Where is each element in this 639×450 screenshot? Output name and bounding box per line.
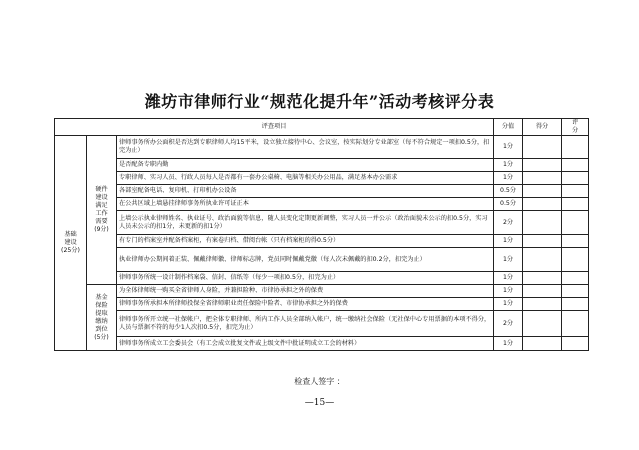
table-row: [55, 337, 589, 351]
row-score: 1分: [494, 159, 523, 172]
eval-cell: [562, 136, 589, 159]
group-name: 硬件 建设 满足 工作 需要: [95, 186, 108, 225]
got-cell: [523, 211, 562, 235]
eval-cell: [562, 172, 589, 185]
got-cell: [523, 285, 562, 298]
header-item: 评查项目: [55, 119, 494, 136]
eval-cell: [562, 311, 589, 337]
table-row: [55, 235, 589, 248]
row-score: 1分: [494, 172, 523, 185]
row-score: 1分: [494, 272, 523, 285]
row-text: 有专门的档案室并配备档案柜，有案卷归档、借阅台帐（只有档案柜的得0.5分）: [117, 235, 494, 248]
eval-cell: [562, 337, 589, 351]
got-cell: [523, 172, 562, 185]
row-score: 0.5分: [494, 185, 523, 198]
eval-cell: [562, 235, 589, 248]
got-cell: [523, 136, 562, 159]
got-cell: [523, 198, 562, 211]
table-header-row: [55, 119, 589, 136]
group-points: (5分): [94, 333, 109, 341]
row-text: 各部室配备电话、复印机、打印机办公设备: [117, 185, 494, 198]
got-cell: [523, 185, 562, 198]
got-cell: [523, 248, 562, 272]
table-row: [55, 159, 589, 172]
table-row: [55, 298, 589, 311]
header-eval: 评 分: [562, 119, 589, 136]
row-text: 在公共区域上墙悬挂律师事务所执业许可证正本: [117, 198, 494, 211]
row-text: 律师事务所统一设计制作档案袋、信封、信纸等（每少一项扣0.5分，扣完为止）: [117, 272, 494, 285]
table-row: [55, 198, 589, 211]
row-text: 律师事务所承担本所律师投保全省律师职业责任保险中险者、市律协承担之外的保费: [117, 298, 494, 311]
table-row: [55, 311, 589, 337]
group-cell-insurance: [87, 285, 117, 351]
row-score: 0.5分: [494, 198, 523, 211]
table-row: [55, 211, 589, 235]
table-row: [55, 136, 589, 159]
eval-cell: [562, 248, 589, 272]
eval-cell: [562, 285, 589, 298]
score-table: [54, 118, 589, 351]
table-row: [55, 185, 589, 198]
category-cell: [55, 136, 87, 351]
row-score: 1分: [494, 298, 523, 311]
row-text: 是否配备专职内勤: [117, 159, 494, 172]
category-points: (25分): [61, 247, 80, 254]
row-score: 1分: [494, 337, 523, 351]
row-text: 律师事务所办公面积是否达到专职律师人均15平米，设立独立接待中心、会议室，按实际划分专业部室（每不符合规定一项扣0.5分，扣完为止）: [117, 136, 494, 159]
eval-cell: [562, 211, 589, 235]
got-cell: [523, 311, 562, 337]
row-text: 律师事务所成立工会委员会（有工会成立批复文件或上级文件中批证明成立工会的材料）: [117, 337, 494, 351]
row-score: 2分: [494, 211, 523, 235]
header-score: 分值: [494, 119, 523, 136]
got-cell: [523, 298, 562, 311]
row-text: 为全体律师统一购买全省律师人身险，并兼担险种、市律协承担之外的保费: [117, 285, 494, 298]
eval-cell: [562, 198, 589, 211]
row-score: 2分: [494, 311, 523, 337]
group-name: 基金 保险 提取 缴纳 到位: [95, 293, 108, 333]
group-cell-hardware: [87, 136, 117, 285]
row-score: 1分: [494, 235, 523, 248]
got-cell: [523, 337, 562, 351]
table-row: [55, 248, 589, 272]
got-cell: [523, 272, 562, 285]
row-text: 律师事务所开立统一社保帐户，把全体专职律师、所内工作人员全部纳入帐户，统一缴纳社会保险（无社保中心专用票据的本项不得分，人员与票据不符的每少1人次扣0.5分，扣完为止）: [117, 311, 494, 337]
header-got: 得分: [523, 119, 562, 136]
row-score: 1分: [494, 136, 523, 159]
row-score: 1分: [494, 285, 523, 298]
eval-cell: [562, 298, 589, 311]
table-row: [55, 172, 589, 185]
table-row: [55, 272, 589, 285]
page-number: —15—: [304, 398, 335, 408]
eval-cell: [562, 185, 589, 198]
row-score: 1分: [494, 248, 523, 272]
eval-cell: [562, 159, 589, 172]
eval-cell: [562, 272, 589, 285]
document-title: 潍坊市律师行业“规范化提升年”活动考核评分表: [144, 92, 495, 111]
table-row: [55, 285, 589, 298]
group-points: (9分): [94, 226, 109, 233]
inspector-signature-label: 检查人签字 ：: [294, 377, 345, 386]
row-text: 上墙公示执业律师姓名、执业证号、政治面貌等信息，随人员变化定期更新调整，实习人员一并公示（政治面貌未公示的扣0.5分，实习人员未公示的扣1分，未更新的扣1分）: [117, 211, 494, 235]
got-cell: [523, 159, 562, 172]
category-name: 基础 建设: [64, 231, 77, 246]
got-cell: [523, 235, 562, 248]
row-text: 执业律师办公期间着正装、佩戴律师徽、律师标志牌，党员同时佩戴党徽（每人次未佩戴的扣0.2分，扣完为止）: [117, 248, 494, 272]
row-text: 专职律师、实习人员、行政人员每人是否都有一套办公桌椅、电脑等相关办公用品，满足基本办公需求: [117, 172, 494, 185]
